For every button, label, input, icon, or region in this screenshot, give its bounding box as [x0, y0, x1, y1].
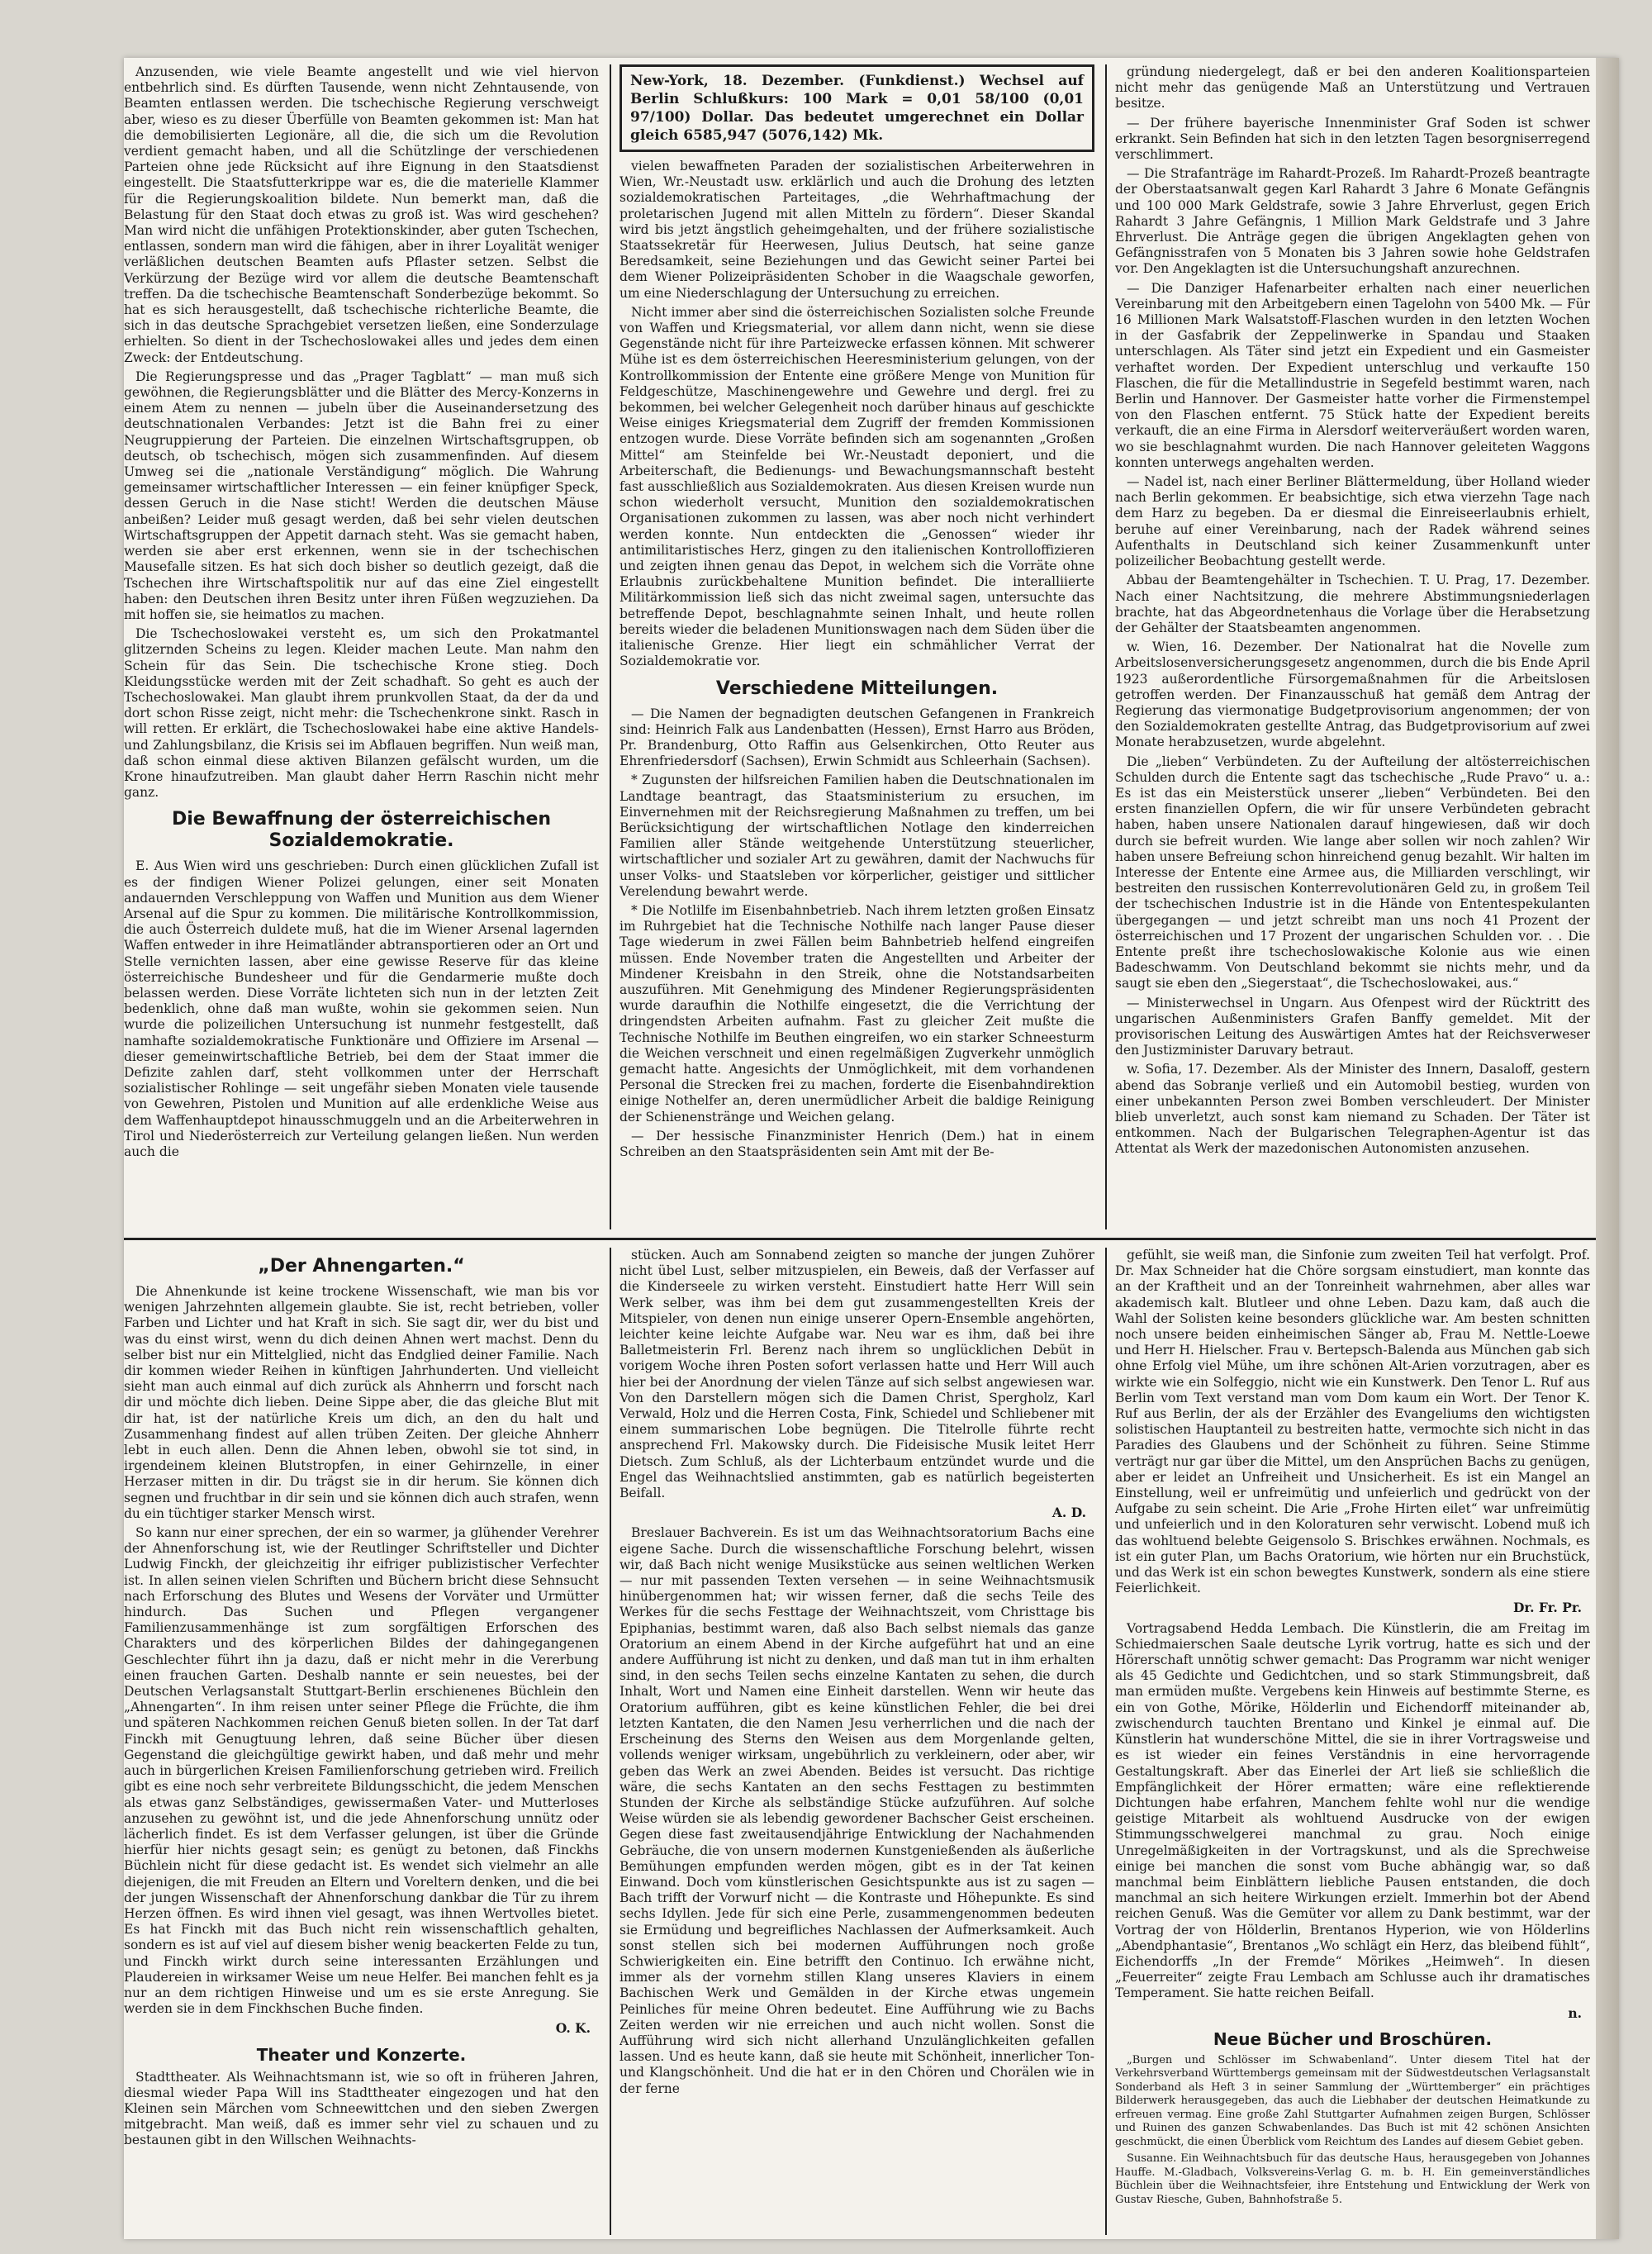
- paragraph: gefühlt, sie weiß man, die Sinfonie zum zweiten Teil hat verfolgt. Prof. Dr. Max Schneider hat die Chöre sorgsam einstudiert, man konnte das an der Kraftheit und an der Tonreinheit wahrnehmen, aber alles war akademisch kalt. Blutleer und ohne Leben. Dazu kam, daß auch die Wahl der Solisten keine besonders glückliche war. Am besten schnitten noch unsere beiden einheimischen Sänger ab, Frau M. Nettle-Loewe und Herr H. Hielscher. Frau v. Bertepsch-Balenda aus München gab sich ohne Erfolg viel Mühe, um ihre schönen Alt-Arien vorzutragen, aber es wirkte wie ein Solfeggio, nicht wie ein Kunstwerk. Den Tenor L. Ruf aus Berlin vom Text verstand man vom Dom kaum ein Wort. Der Tenor K. Ruf aus Berlin, der als der Erzähler des Evangeliums den wichtigsten solistischen Hauptanteil zu bestreiten hatte, vermochte sich nicht in das Paradies des Glaubens und der Schönheit zu führen. Seine Stimme verträgt nur gar über die Mittel, um den Ansprüchen Bachs zu genügen, aber er leidet an Unfreiheit und Unsicherheit. Es ist ein Mangel an Einstellung, weil er unfreimütig und unfeierlich und gedrückt von der Aufgabe zu sein scheint. Die Arie „Frohe Hirten eilet“ war unfreimütig und unfeierlich und in den Koloraturen sehr verwischt. Lobend muß ich das wohltuend belebte Geigensolo S. Brischkes erwähnen. Nochmals, es ist ein guter Plan, um Bachs Oratorium, wie hörten nur ein Bruchstück, und das Werk ist ein schon bewegtes Kunstwerk, sondern als eine stiere Feierlichkeit.: [1115, 1248, 1590, 1596]
- headline-buecher: Neue Bücher und Broschüren.: [1213, 2028, 1493, 2049]
- bottom-column-3: [1115, 1248, 1590, 2235]
- paragraph: — Die Namen der begnadigten deutschen Gefangenen in Frankreich sind: Heinrich Falk aus Landenbatten (Hessen), Ernst Harro aus Bröden, Pr. Brandenburg, Otto Raffin aus Gelsenkirchen, Otto Reuter aus Ehrenfriedersdorf (Sachsen), Erwin Schmidt aus Schleerhain (Sachsen).: [620, 706, 1094, 769]
- paragraph: Die Tschechoslowakei versteht es, um sich den Prokatmantel glitzernden Scheins zu legen. Kleider machen Leute. Man nahm den Schein für das Sein. Die tschechische Krone stieg. Doch Kleidungsstücke werden mit der Zeit schadhaft. So geht es auch der Tschechoslowakei. Man glaubt ihrem prunkvollen Staat, da der da und dort schon Risse zeigt, nicht mehr: die Tschechenkrone sinkt. Rasch in will retten. Er erklärt, die Tschechoslowakei habe eine aktive Handels- und Zahlungsbilanz, die Krisis sei im Abflauen begriffen. Nun weiß man, daß schon einmal diese aktiven Bilanzen gefälscht wurden, um die Krone hinaufzutreiben. Man glaubt daher Herrn Raschin nicht mehr ganz.: [124, 626, 599, 801]
- bottom-column-1: [124, 1248, 599, 2235]
- paragraph: — Der hessische Finanzminister Henrich (Dem.) hat in einem Schreiben an den Staatspräsidenten sein Amt mit der Be-: [620, 1128, 1094, 1159]
- paragraph: — Ministerwechsel in Ungarn. Aus Ofenpest wird der Rücktritt des ungarischen Außenministers Grafen Banffy gemeldet. Mit der provisorischen Leitung des Auswärtigen Amtes hat der Reichsverweser den Justizminister Daruvary betraut.: [1115, 995, 1590, 1058]
- paragraph: — Die Danziger Hafenarbeiter erhalten nach einer neuerlichen Vereinbarung mit den Arbeitgebern einen Tagelohn von 5400 Mk. — Für 16 Millionen Mark Walsatstoff-Flaschen wurden in den letzten Wochen in der Gasfabrik der Zeppelinwerke in Spandau und Staaken unterschlagen. Als Täter sind jetzt ein Expedient und ein Gasmeister verhaftet worden. Der Expedient unterschlug und verkaufte 150 Flaschen, die für die Metallindustrie in Segefeld bestimmt waren, nach Berlin und Hannover. Der Gasmeister hatte vorher die Firmenstempel von den Flaschen entfernt. 75 Stück hatte der Expedient bereits verkauft, die an eine Firma in Alersdorf weiterveräußert worden waren, wo sie beschlagnahmt wurden. Die nach Hannover geleiteten Waggons konnten unterwegs angehalten werden.: [1115, 280, 1590, 470]
- paragraph: Die Regierungspresse und das „Prager Tagblatt“ — man muß sich gewöhnen, die Regierungsblätter und die Blätter des Mercy-Konzerns in einem Atem zu nennen — jubeln über die Auseinandersetzung des deutschnationalen Verbandes: Jetzt ist die Bahn frei zu einer Neugruppierung der Parteien. Die einzelnen Wirtschaftsgruppen, ob deutsch, ob tschechisch, mögen sich zusammenfinden. Auf diesem Umweg sei die „nationale Verständigung“ möglich. Die Wahrung gemeinsamer wirtschaftlicher Interessen — ein feiner knüpfiger Speck, dessen Geruch in die Nase sticht! Werden die deutschen Mäuse anbeißen? Leider muß gesagt werden, daß bei sehr vielen deutschen Wirtschaftsgruppen der Appetit darnach steht. Was sie gemacht haben, werden sie aber erst erkennen, wenn sie in der tschechischen Mausefalle sitzen. Es hat sich doch bisher so deutlich gezeigt, daß die Tschechen ihre Wirtschaftspolitik nur auf das eine Ziel eingestellt haben: den Deutschen ihren Besitz unter ihren Füßen wegzuziehen. Da mit hoffen sie, sie heimatlos zu machen.: [124, 369, 599, 622]
- paragraph: Nicht immer aber sind die österreichischen Sozialisten solche Freunde von Waffen und Kriegsmaterial, vor allem dann nicht, wenn sie diese Gegenstände nicht für ihre Parteizwecke erfassen können. Mit schwerer Mühe ist es dem österreichischen Heeresministerium gelungen, von der Kontrollkommission der Entente eine größere Menge von Munition für Feldgeschütze, Maschinengewehre und Gewehre und dergl. frei zu bekommen, bei welcher Gelegenheit noch darüber hinaus auf geschickte Weise einiges Kriegsmaterial dem Zugriff der fremden Kommissionen entzogen wurde. Diese Vorräte befinden sich am sogenannten „Großen Mittel“ am Steinfelde bei Wr.-Neustadt deponiert, und die Arbeiterschaft, die Bedienungs- und Bewachungsmannschaft besteht fast ausschließlich aus Sozialdemokraten. Aus diesen Kreisen wurde nun schon wiederholt versucht, Munition den sozialdemokratischen Organisationen zukommen zu lassen, was aber noch nicht verhindert werden konnte. Nun entdeckten die „Genossen“ wieder ihr antimilitaristisches Herz, gingen zu den italienischen Kontrolloffizieren und zeigten ihnen genau das Depot, in welchem sich die Vorräte ohne Erlaubnis zurückbehaltene Munition befindet. Die interalliierte Militärkommission ließ sich das nicht zweimal sagen, untersuchte das betreffende Depot, beschlagnahmte seinen Inhalt, und heute rollen bereits wieder die beladenen Munitionswagen nach dem Süden über die italienische Grenze. Hier liegt ein schmählicher Verrat der Sozialdemokratie vor.: [620, 304, 1094, 669]
- paragraph: stücken. Auch am Sonnabend zeigten so manche der jungen Zuhörer nicht übel Lust, selber mitzuspielen, ein Beweis, daß der Verfasser auf die Kinderseele zu wirken versteht. Einstudiert hatte Herr Will sein Werk selber, was ihm bei dem gut zusammengestellten Kreis der Mitspieler, von denen nun einige unserer Opern-Ensemble angehörten, leichter keine leichte Aufgabe war. Neu war es ihm, daß bei ihre Balletmeisterin Frl. Berenz nach ihrem so unglücklichen Debüt in vorigem Woche ihren Posten sofort verlassen hatte und Herr Will auch hier bei der Anordnung der vielen Tänze auf sich selbst angewiesen war. Von den Darstellern mögen sich die Damen Christ, Spergholz, Karl Verwald, Holz und die Herren Costa, Fink, Schiedel und Schliebener mit einem summarischen Lobe begnügen. Die Titelrolle führte recht ansprechend Frl. Makowsky durch. Die Fideisische Musik leitet Herr Dietsch. Zum Schluß, als der Lichterbaum entzündet wurde und die Engel das Weihnachtslied anstimmten, gab es natürlich begeisterten Beifall.: [620, 1248, 1094, 1501]
- paragraph: * Zugunsten der hilfsreichen Familien haben die Deutschnationalen im Landtage beantragt, das Staatsministerium zu ersuchen, im Einvernehmen mit der Reichsregierung Maßnahmen zu treffen, um bei Berücksichtigung der wirtschaftlichen Notlage den kinderreichen Familien aller Stände weitgehende Unterstützung steuerlicher, wirtschaftlicher und sozialer Art zu gewähren, damit der Nachwuchs für unser Volks- und Staatsleben vor körperlicher, geistiger und sittlicher Verelendung bewahrt werde.: [620, 773, 1094, 899]
- column-rule: [610, 1248, 611, 2235]
- section-rule: [124, 1238, 1596, 1240]
- headline-ahnengarten: „Der Ahnengarten.“: [258, 1256, 465, 1277]
- signature: O. K.: [555, 2020, 591, 2037]
- paragraph: So kann nur einer sprechen, der ein so warmer, ja glühender Verehrer der Ahnenforschung ist, wie der Reutlinger Schriftsteller und Dichter Ludwig Finckh, der gleichzeitig ihr eifriger publizistischer Verfechter ist. In allen seinen vielen Schriften und Büchern bricht diese Sehnsucht nach Erforschung des Blutes und Wesens der Vorväter und Urmütter hindurch. Das Suchen und Pflegen vergangener Familienzusammenhänge ist zum sorgfältigen Erforschen des Charakters und des körperlichen Bildes der dahingegangenen Geschlechter führt ihn ja dazu, daß er nicht mehr in die Vererbung einen frauchen Garten. Deshalb nannte er sein neuestes, bei der Deutschen Verlagsanstalt Stuttgart-Berlin erschienenes Büchlein den „Ahnengarten“. In ihm reisen unter seiner Pflege die Früchte, die ihm und späteren Nachkommen reichen Genuß bieten sollen. In der Tat darf Finckh mit Genugtuung lehren, daß seine Bücher über diesen Gegenstand die gleichgültige gewirkt haben, und daß mehr und mehr auch in bürgerlichen Kreisen Familienforschung getrieben wird. Freilich gibt es eine noch sehr verbreitete Bildungsschicht, die jedem Menschen als etwas ganz Selbständiges, gewissermaßen Vater- und Mutterloses anzusehen zu gewöhnt ist, und die jede Ahnenforschung unnütz oder lächerlich findet. Es ist dem Verfasser gelungen, ist über die Gründe hierfür hier nichts gesagt sein; es genügt zu betonen, daß Finckhs Büchlein nicht für diese gedacht ist. Es wendet sich vielmehr an alle diejenigen, die mit Freuden an Eltern und Voreltern denken, und die bei der jungen Wissenschaft der Ahnenforschung dankbar die Tür zu ihrem Herzen öffnen. Es wird ihnen viel gesagt, was ihnen Wertvolles bietet. Es hat Finckh mit das Buch nicht rein wissenschaftlich gehalten, sondern es ist auf viel auf diesem bisher wenig beackerten Felde zu tun, und Finckh wirkt durch seine interessanten Erzählungen und Plaudereien in wirksamer Weise um neue Helfer. Bei manchen fehlt es ja nur an dem richtigen Hinweise und um es sie erste Anregung. Sie werden sie in dem Finckhschen Buche finden.: [124, 1525, 599, 2017]
- top-column-3: [1115, 64, 1590, 1229]
- headline-theater: Theater und Konzerte.: [256, 2044, 467, 2065]
- paragraph: — Nadel ist, nach einer Berliner Blättermeldung, über Holland wieder nach Berlin gekommen. Er beabsichtige, sich etwa vierzehn Tage nach dem Harz zu begeben. Da er diesmal die Einreiseerlaubnis erhielt, beruhe auf einer Vereinbarung, nach der Radek während seines Aufenthalts in Deutschland sich keiner Zusammenkunft unter polizeilicher Beobachtung gestellt werde.: [1115, 474, 1590, 569]
- paragraph: Die „lieben“ Verbündeten. Zu der Aufteilung der altösterreichischen Schulden durch die Entente sagt das tschechische „Rude Pravo“ u. a.: Es ist das ein Meisterstück unserer „lieben“ Verbündeten. Bei den ersten finanziellen Opfern, die wir für unsere Verbündeten gebracht haben, haben unsere Nationalen darauf hingewiesen, daß wir doch durch sie befreit wurden. Wie lange aber sollen wir noch zahlen? Wir haben unsere Befreiung schon hinreichend genug bezahlt. Wir halten im Interesse der Entente eine Armee aus, die Milliarden verschlingt, wir bestreiten den russischen Konterrevolutionären Geld zu, in großem Teil der tschechischen Industrie ist in die Hände von Ententespekulanten übergegangen — und jetzt schreibt man uns noch 41 Prozent der österreichischen und 17 Prozent der ungarischen Schulden vor. . . Die Entente preßt ihre tschechoslowakische Kolonie aus wie einen Badeschwamm. Von Deutschland bekommt sie nichts mehr, und da saugt sie eben den „Siegerstaat“, die Tschechoslowakei, aus.“: [1115, 754, 1590, 991]
- paragraph: Abbau der Beamtengehälter in Tschechien. T. U. Prag, 17. Dezember. Nach einer Nachtsitzung, die mehrere Abstimmungsniederlagen brachte, hat das Abgeordnetenhaus die Vorlage über die Herabsetzung der Gehälter der Staatsbeamten angenommen.: [1115, 573, 1590, 635]
- paragraph: w. Wien, 16. Dezember. Der Nationalrat hat die Novelle zum Arbeitslosenversicherungsgesetz angenommen, durch die bis Ende April 1923 außerordentliche Fürsorgemaßnahmen für die Arbeitslosen getroffen werden. Der Finanzausschuß hat gemäß dem Antrag der Regierung das viermonatige Budgetprovisorium angenommen; der von den Sozialdemokraten gestellte Antrag, das Budgetprovisorium auf zwei Monate herabzusetzen, wurde abgelehnt.: [1115, 640, 1590, 750]
- paragraph: Vortragsabend Hedda Lembach. Die Künstlerin, die am Freitag im Schiedmaierschen Saale deutsche Lyrik vortrug, hatte es sich und der Hörerschaft unnötig schwer gemacht: Das Programm war nicht weniger als 45 Gedichte und Gedichtchen, und so stark Stimmungsbreit, daß man ermüden mußte. Vergebens kein Hinweis auf bestimmte Sterne, es ein von Gothe, Mörike, Hölderlin und Eichendorff miteinander ab, zwischendurch tauchten Brentano und Kinkel je einmal auf. Die Künstlerin hat wunderschöne Mittel, die sie in ihrer Vortragsweise und es ist wieder ein feines Verständnis in eine hervorragende Gestaltungskraft. Aber das Einerlei der Art ließ sie schließlich die Empfänglichkeit der Hörer ermatten; wäre eine reflektierende Dichtungen habe erfahren, Manchem fehlte wohl nur die wendige geistige Mitarbeit als wohltuend Ausdrucke von der ewigen Stimmungsschwelgerei manchmal zu grau. Noch einige Unregelmäßigkeiten in der Vortragskunst, und als die Sprechweise einige bei manchen die sonst vom Buche abhängig war, so daß manchmal beim Einblättern liebliche Pausen entstanden, die doch manchmal an sich heitere Wirkungen erzielt. Immerhin bot der Abend reichen Genuß. Was die Gemüter vor allem zu Dank bestimmt, war der Vortrag der von Hölderlin, Brentanos Hyperion, wie von Hölderlins „Abendphantasie“, Brentanos „Wo schlägt ein Herz, das bleibend fühlt“, Eichendorffs „In der Fremde“ Mörikes „Heimweh“. In diesen „Feuerreiter“ zeigte Frau Lembach am Schlusse auch ihr dramatisches Temperament. Sie hatte reichen Beifall.: [1115, 1620, 1590, 2001]
- page-edge: [1596, 58, 1619, 2239]
- paragraph: vielen bewaffneten Paraden der sozialistischen Arbeiterwehren in Wien, Wr.-Neustadt usw. erklärlich und auch die Drohung des letzten sozialdemokratischen Parteitages, „die Wehrhaftmachung der proletarischen Jugend mit allen Mitteln zu fördern“. Dieser Skandal wird bis jetzt ängstlich geheimgehalten, und der frühere sozialistische Staatssekretär für Heerwesen, Julius Deutsch, hat seine ganze Beredsamkeit, seine Beziehungen und das Gewicht seiner Partei bei dem Wiener Polizeipräsidenten Schober in die Waagschale geworfen, um eine Niederschlagung der Untersuchung zu erreichen.: [620, 159, 1094, 301]
- signature: n.: [1568, 2004, 1582, 2021]
- paragraph: gründung niedergelegt, daß er bei den anderen Koalitionsparteien nicht mehr das genügende Maß an Unterstützung und Vertrauen besitze.: [1115, 64, 1590, 112]
- bottom-column-2: [620, 1248, 1094, 2235]
- newspaper-page: [124, 58, 1619, 2239]
- paragraph: Die Ahnenkunde ist keine trockene Wissenschaft, wie man bis vor wenigen Jahrzehnten allgemein glaubte. Sie ist, recht betrieben, voller Farben und Lichter und hat Kraft in sich. Sie sagt dir, wer du bist und was du einst wirst, wenn du dich deinen Ahnen wert machst. Denn du selber bist nur ein Mittelglied, nicht das Endglied deiner Familie. Nach dir kommen wieder Reihen in künftigen Jahrhunderten. Und vielleicht sieht man auch einmal auf dich zurück als Ahnherrn und forscht nach dir und möchte dich lieben. Deine Sippe aber, die das gleiche Blut mit dir hat, ist der natürliche Kreis um dich, an den du halt und Zusammenhang findest auf allen trüben Zeiten. Der gleiche Ahnherr lebt in euch allen. Denn die Ahnen leben, obwohl sie tot sind, in irgendeinem kleinen Blutstropfen, in einer Gehirnzelle, in einer Herzaser mitten in dir. Du trägst sie in dir herum. Sie können dich segnen und fruchtbar in dir sein und sie können dich auch strafen, wenn du ein tüchtiger starker Mensch wirst.: [124, 1284, 599, 1521]
- paragraph: — Der frühere bayerische Innenminister Graf Soden ist schwer erkrankt. Sein Befinden hat sich in den letzten Tagen besorgniserregend verschlimmert.: [1115, 115, 1590, 163]
- paragraph: E. Aus Wien wird uns geschrieben: Durch einen glücklichen Zufall ist es der findigen Wiener Polizei gelungen, einer seit Monaten andauernden Verschleppung von Waffen und Munition aus dem Wiener Arsenal auf die Spur zu kommen. Die militärische Kontrollkommission, die auch Österreich duldete muß, hat die im Wiener Arsenal lagernden Waffen entweder in ihre Heimatländer abtransportieren oder an Ort und Stelle vernichten lassen, aber eine gewisse Reserve für das kleine österreichische Bundesheer und für die Gendarmerie mußte doch belassen werden. Diese Vorräte lichteten sich nun in der letzten Zeit bedenklich, ohne daß man wußte, wohin sie gekommen seien. Nun wurde die polizeilichen Untersuchung ist nunmehr festgestellt, daß namhafte sozialdemokratische Funktionäre und Offiziere im Arsenal — dieser gemeinwirtschaftliche Betrieb, bei dem der Staat immer die Defizite zahlen darf, steht vollkommen unter der Herrschaft sozialistischer Rohlinge — seit ungefähr sieben Monaten viele tausende von Gewehren, Pistolen und Munition auf alle erdenkliche Weise aus dem Waffenhauptdepot hinausschmuggeln und an die Arbeiterwehren in Tirol und Niederösterreich zur Verteilung gelangen ließen. Nun werden auch die: [124, 858, 599, 1159]
- column-rule: [1105, 64, 1107, 1229]
- exchange-rate-box: New-York, 18. Dezember. (Funkdienst.) Wechsel auf Berlin Schlußkurs: 100 Mark = 0,01 58/100 (0,01 97/100) Dollar. Das bedeutet umgerechnet ein Dollar gleich 6585,947 (5076,142) Mk.: [620, 64, 1094, 152]
- signature: A. D.: [1051, 1505, 1086, 1521]
- paragraph: — Die Strafanträge im Rahardt-Prozeß. Im Rahardt-Prozeß beantragte der Oberstaatsanwalt gegen Karl Rahardt 3 Jahre 6 Monate Gefängnis und 100 000 Mark Geldstrafe, sowie 3 Jahre Ehrverlust, gegen Erich Rahardt 3 Jahre Gefängnis, 1 Million Mark Geldstrafe und 3 Jahre Ehrverlust. Die Anträge gegen die übrigen Angeklagten gehen von Gefängnisstrafen von 5 Monaten bis 3 Jahren sowie hohe Geldstrafen vor. Den Angeklagten ist die Untersuchungshaft anzurechnen.: [1115, 166, 1590, 277]
- signature: Dr. Fr. Pr.: [1512, 1600, 1582, 1616]
- column-rule: [610, 64, 611, 1229]
- headline-bewaffnung: Die Bewaffnung der österreichischen Sozialdemokratie.: [171, 809, 552, 852]
- column-rule: [1105, 1248, 1107, 2235]
- paragraph: * Die Notlilfe im Eisenbahnbetrieb. Nach ihrem letzten großen Einsatz im Ruhrgebiet hat die Technische Nothilfe nach langer Pause dieser Tage wiederum in zwei Fällen beim Bahnbetrieb helfend eingreifen müssen. Ende November traten die Angestellten und Arbeiter der Mindener Kreisbahn in den Streik, ohne die Notstandsarbeiten auszuführen. Mit Genehmigung des Mindener Regierungspräsidenten wurde daraufhin die Nothilfe eingesetzt, die die Verrichtung der dringendsten Arbeiten aufnahm. Fast zu gleicher Zeit mußte die Technische Nothilfe im Beuthen eingreifen, wo ein starker Schneesturm die Weichen verschneit und einen regelmäßigen Zugverkehr unmöglich gemacht hatte. Angesichts der Unmöglichkeit, mit dem vorhandenen Personal die Strecken frei zu machen, forderte die Eisenbahndirektion einige Nothelfer an, deren unermüdlicher Arbeit die baldige Reinigung der Schienenstränge und Weichen gelang.: [620, 902, 1094, 1125]
- paragraph: Stadttheater. Als Weihnachtsmann ist, wie so oft in früheren Jahren, diesmal wieder Papa Will ins Stadttheater eingezogen und hat den Kleinen sein Märchen vom Schneewittchen und den sieben Zwergen mitgebracht. Man weiß, daß es immer sehr viel zu schauen und zu bestaunen gibt in den Willschen Weihnachts-: [124, 2069, 599, 2148]
- paragraph: Susanne. Ein Weihnachtsbuch für das deutsche Haus, herausgegeben von Johannes Hauffe. M.-Gladbach, Volksvereins-Verlag G. m. b. H. Ein gemeinverständliches Büchlein über die Weihnachtsfeier, ihre Entstehung und Entwicklung der Werk von Gustav Riesche, Guben, Bahnhofstraße 5.: [1115, 2152, 1590, 2206]
- top-column-1: [124, 64, 599, 1229]
- top-column-2: [620, 64, 1094, 1229]
- paragraph: w. Sofia, 17. Dezember. Als der Minister des Innern, Dasaloff, gestern abend das Sobranje verließ und ein Automobil bestieg, wurden von einer unbekannten Person zwei Bomben verschleudert. Der Minister blieb unverletzt, auch sonst kam niemand zu Schaden. Der Täter ist entkommen. Nach der Bulgarischen Telegraphen-Agentur ist das Attentat als Werk der mazedonischen Autonomisten anzusehen.: [1115, 1062, 1590, 1157]
- paragraph: „Burgen und Schlösser im Schwabenland“. Unter diesem Titel hat der Verkehrsverband Württembergs gemeinsam mit der Südwestdeutschen Verlagsanstalt Sonderband als Heft 3 in seiner Sammlung der „Württemberger“ ein prächtiges Bilderwerk herausgegeben, das auch die Liebhaber der deutschen Heimatkunde zu erfreuen vermag. Eine große Zahl Stuttgarter Aufnahmen zeigen Burgen, Schlösser und Ruinen des ganzen Schwabenlandes. Das Buch ist mit 42 schönen Ansichten geschmückt, die einen Überblick vom Reichtum des Landes auf diesem Gebiet geben.: [1115, 2053, 1590, 2148]
- paragraph: Anzusenden, wie viele Beamte angestellt und wie viel hiervon entbehrlich sind. Es dürften Tausende, wenn nicht Zehntausende, von Beamten entlassen werden. Die tschechische Regierung verschweigt aber, wieso es zu dieser Überfülle von Beamten gekommen ist: Man hat die demobilisierten Legionäre, all die, die sich um die Revolution verdient gemacht haben, und all die Schützlinge der verschiedenen Parteien ohne jede Rücksicht auf ihre Eignung in den Staatsdienst eingestellt. Die Staatsfutterkrippe war es, die die materielle Klammer für die Regierungskoalition bildete. Nun bemerkt man, daß die Belastung für den Staat doch etwas zu groß ist. Was wird geschehen? Man wird nicht die unfähigen Protektionskinder, aber guten Tschechen, entlassen, sondern man wird die fähigen, aber in ihrer Loyalität weniger verläßlichen deutschen Beamten aufs Pflaster setzen. Selbst die Verkürzung der Bezüge wird vor allem die deutsche Beamtenschaft treffen. Da die tschechische Beamtenschaft Sonderbezüge bekommt. So hat es sich herausgestellt, daß tschechische richterliche Beamte, die sich in das deutsche Sprachgebiet versetzen ließen, eine Sonderzulage erhielten. So dient in der Tschechoslowakei alles und jedes dem einen Zweck: der Entdeutschung.: [124, 64, 599, 365]
- paragraph: Breslauer Bachverein. Es ist um das Weihnachtsoratorium Bachs eine eigene Sache. Durch die wissenschaftliche Forschung belehrt, wissen wir, daß Bach nicht wenige Musikstücke aus seinen weltlichen Werken — nur mit passenden Texten versehen — in seine Weihnachtsmusik hinübergenommen hat; wir wissen ferner, daß die sechs Teile des Werkes für die sechs Festtage der Weihnachtszeit, vom Christtage bis Epiphanias, bestimmt waren, daß also Bach selbst niemals das ganze Oratorium an einem Abend in der Kirche aufgeführt hat und an eine andere Aufführung ist nicht zu denken, und daß man tut in ihm erhalten sind, in den sechs Teilen sechs einzelne Kantaten zu sehen, die durch Inhalt, Wort und Namen eine Einheit darstellen. Wenn wir heute das Oratorium aufführen, gibt es keine künstlichen Fehler, die bei drei letzten Kantaten, die den Namen Jesu verherrlichen und die nach der Erscheinung des Sterns den Weisen aus dem Morgenlande gelten, vollends weniger wirksam, ungebührlich zu verkleinern, oder aber, wir geben das Werk an zwei Abenden. Beides ist versucht. Das richtige wäre, die sechs Kantaten an den sechs Festtagen zu bestimmten Stunden der Kirche als selbständige Stücke aufzuführen. Auf solche Weise würden sie als lebendig gewordener Bachscher Geist erscheinen. Gegen diese fast zweitausendjährige Entwicklung der Nachahmenden Gebräuche, die von unsern modernen Kunstgenießenden als äußerliche Bemühungen empfunden werden mögen, gibt es in der Tat keinen Einwand. Doch vom künstlerischen Gesichtspunkte aus ist zu sagen — Bach trifft der Vorwurf nicht — die Kontraste und Höhepunkte. Es sind sechs Idyllen. Jede für sich eine Perle, zusammengenommen bedeuten sie Ermüdung und begreifliches Nachlassen der Aufmerksamkeit. Auch sonst stellen sich bei modernen Aufführungen noch große Schwierigkeiten ein. Eine betrifft den Continuo. Ich erwähne nicht, immer als der vornehm stillen Klang unseres Klaviers in einem Bachischen Werk und Gemälden in der Kirche etwas ungemein Peinliches für meine Ohren bedeutet. Eine Aufführung wie zu Bachs Zeiten werden wir nie erreichen und auch nicht wollen. Sonst die Aufführung wird sich nicht allerhand Unzulänglichkeiten gefallen lassen. Und es heute kann, daß sie heute mit Schönheit, innerlicher Ton- und Klangschönheit. Und die hat er in den Chören und Chorälen wie in der ferne: [620, 1525, 1094, 2096]
- headline-mitteilungen: Verschiedene Mitteilungen.: [715, 678, 999, 699]
